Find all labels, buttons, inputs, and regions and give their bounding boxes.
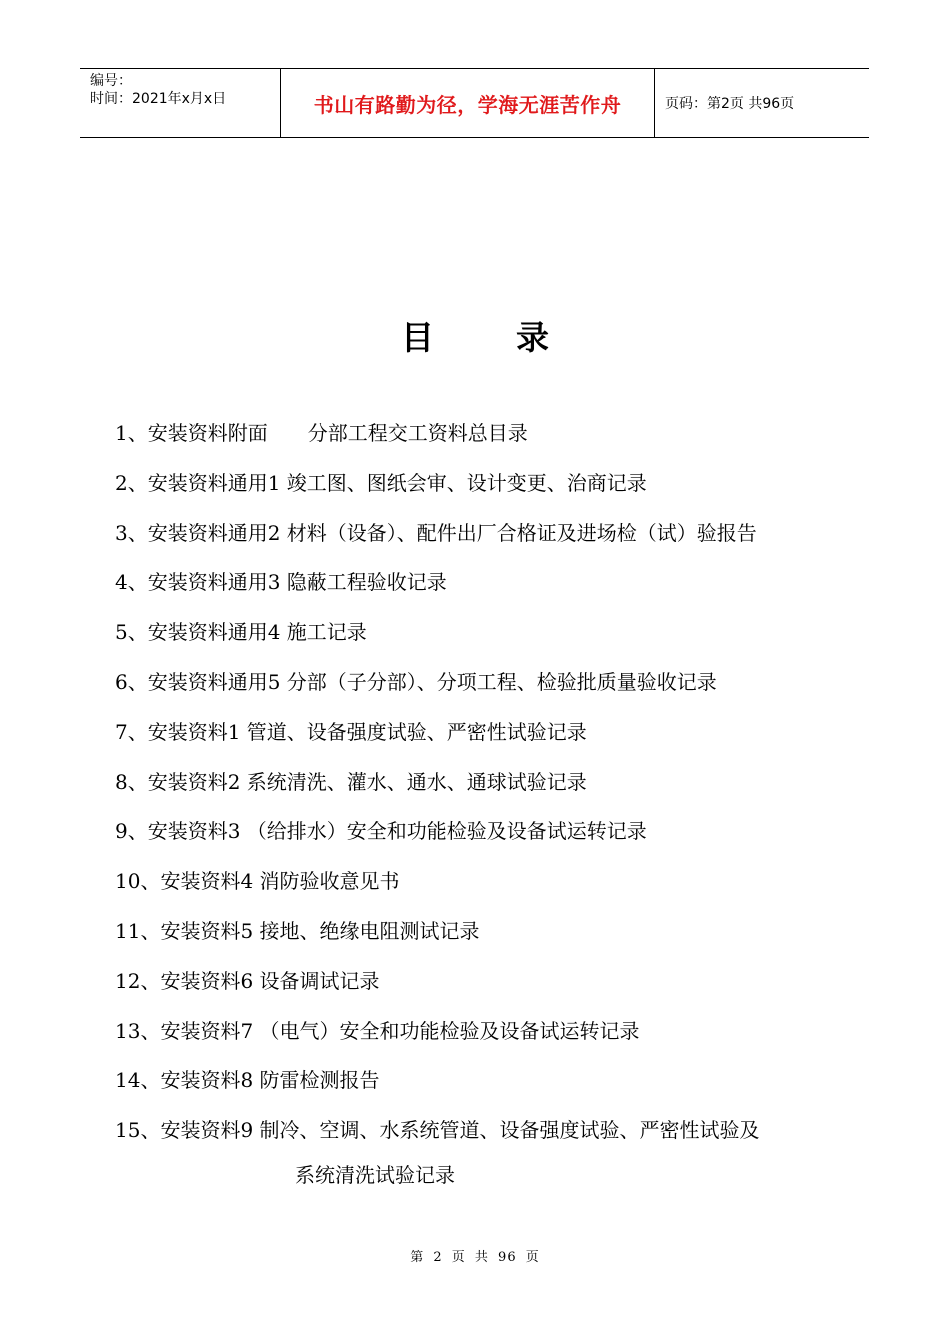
toc-item: 5、安装资料通用4 施工记录 xyxy=(115,620,367,645)
toc-item: 13、安装资料7 （电气）安全和功能检验及设备试运转记录 xyxy=(115,1018,640,1043)
header-motto: 书山有路勤为径，学海无涯苦作舟 xyxy=(313,92,622,117)
page-footer: 第 2 页 共 96 页 xyxy=(410,1250,540,1265)
table-of-contents xyxy=(115,416,875,1201)
toc-item: 14、安装资料8 防雷检测报告 xyxy=(115,1068,380,1093)
toc-item: 2、安装资料通用1 竣工图、图纸会审、设计变更、治商记录 xyxy=(115,470,647,495)
document-code-label: 编号： xyxy=(90,73,132,89)
header-page-info: 页码：第2页 共96页 xyxy=(665,96,795,112)
toc-item: 12、安装资料6 设备调试记录 xyxy=(115,968,380,993)
document-date-label: 时间：2021年x月x日 xyxy=(90,91,227,107)
header-meta-cell xyxy=(80,69,281,137)
toc-item xyxy=(115,1113,875,1201)
toc-item: 6、安装资料通用5 分部（子分部）、分项工程、检验批质量验收记录 xyxy=(115,669,717,694)
toc-item: 11、安装资料5 接地、绝缘电阻测试记录 xyxy=(115,918,480,943)
toc-item: 10、安装资料4 消防验收意见书 xyxy=(115,869,400,894)
header-motto-cell xyxy=(281,69,655,137)
page-header xyxy=(80,68,869,138)
toc-item: 4、安装资料通用3 隐蔽工程验收记录 xyxy=(115,570,447,595)
toc-item-text: 15、安装资料9 制冷、空调、水系统管道、设备强度试验、严密性试验及 xyxy=(115,1118,760,1143)
toc-item: 8、安装资料2 系统清洗、灌水、通水、通球试验记录 xyxy=(115,769,587,794)
header-page-cell xyxy=(655,69,869,137)
toc-item: 9、安装资料3 （给排水）安全和功能检验及设备试运转记录 xyxy=(115,819,647,844)
toc-item-continuation: 系统清洗试验记录 xyxy=(295,1163,455,1188)
toc-item: 1、安装资料附面 分部工程交工资料总目录 xyxy=(115,421,528,445)
page-title: 目录 xyxy=(401,318,631,357)
toc-item: 7、安装资料1 管道、设备强度试验、严密性试验记录 xyxy=(115,719,587,744)
toc-item: 3、安装资料通用2 材料（设备）、配件出厂合格证及进场检（试）验报告 xyxy=(115,520,757,545)
